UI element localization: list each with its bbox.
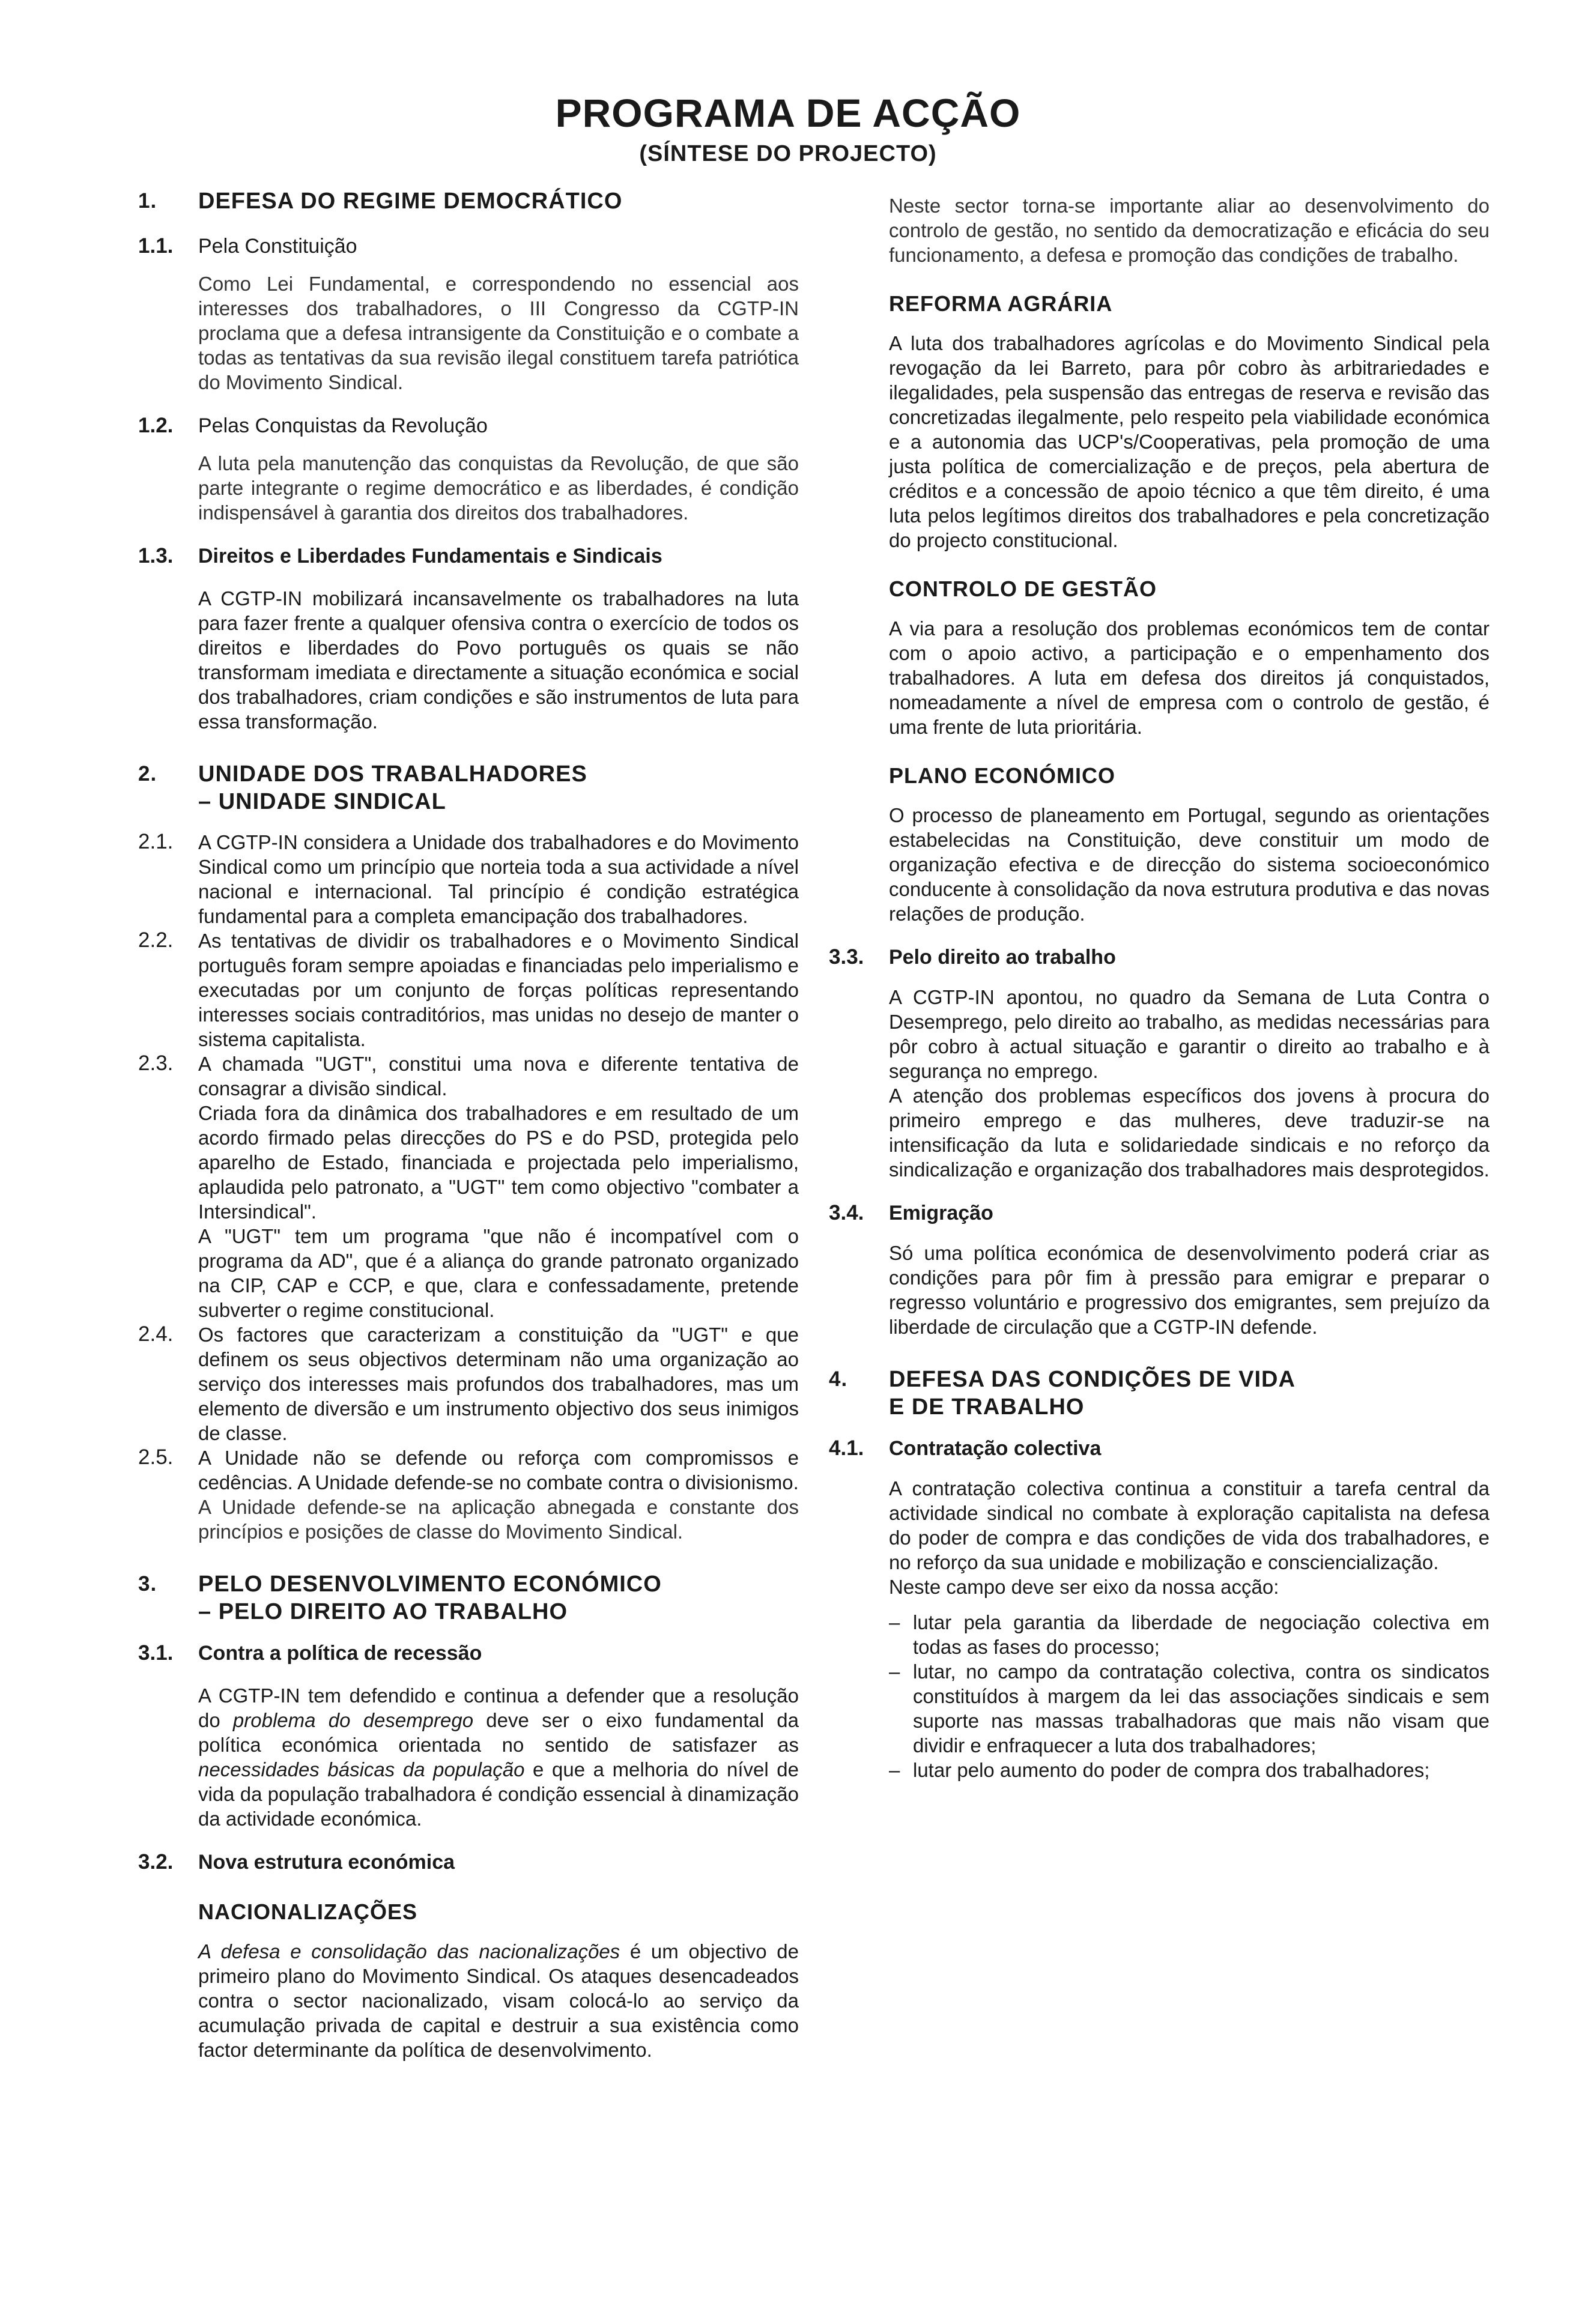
paragraph [198,1683,799,1831]
section-title: Contratação colectiva [889,1437,1102,1460]
section-number: 3.4. [829,1201,864,1224]
action-list [889,1610,1490,1782]
section-number: 1. [138,189,157,213]
paragraph: A "UGT" tem um programa "que não é incompatível com o programa da AD", que é a aliança do grande patronato organizado na CIP, CAP e CCP, e que, clara e confessadamente, pretende subverter o regime constitucional. [198,1225,799,1321]
section-3-1-heading [138,1640,799,1666]
left-column [138,180,799,2073]
section-number: 3.3. [829,945,864,969]
paragraph: As tentativas de dividir os trabalhadores e o Movimento Sindical português foram sempre apoiadas e financiadas pelo imperialismo e executadas por um conjunto de forças políticas representando interesses sociais contraditórios, mas unidas no desejo de manter o sistema capitalista. [198,930,799,1050]
emphasis-text: problema do desemprego [232,1709,474,1731]
section-3-2-heading [138,1849,799,1875]
numbered-item-2-5 [138,1445,799,1544]
section-4-1-heading [829,1435,1490,1462]
section-title: Direitos e Liberdades Fundamentais e Sindicais [198,545,662,567]
paragraph: A via para a resolução dos problemas económicos tem de contar com o apoio activo, a participação e o empenhamento dos trabalhadores. A luta em defesa dos direitos já conquistados, nomeadamente a nível de empresa com o controlo de gestão, é uma frente de luta prioritária. [889,617,1490,738]
section-number: 1.1. [138,234,174,258]
numbered-item-2-4 [138,1322,799,1445]
section-number: 4.1. [829,1436,864,1460]
section-title-line: DEFESA DAS CONDIÇÕES DE VIDA [889,1367,1296,1392]
section-title-line: PELO DESENVOLVIMENTO ECONÓMICO [198,1572,662,1597]
paragraph: Neste sector torna-se importante aliar ao desenvolvimento do controlo de gestão, no sentido da democratização e eficácia do seu funcionamento, a defesa e promoção das condições de trabalho. [889,195,1490,266]
paragraph: O processo de planeamento em Portugal, segundo as orientações estabelecidas na Constituição, deve constituir um modo de organização efectiva e de direcção do sistema socioeconómico conducente à consolidação da nova estrutura produtiva e das novas relações de produção. [889,804,1490,925]
paragraph: A atenção dos problemas específicos dos jovens à procura do primeiro emprego e das mulheres, deve traduzir-se na intensificação da luta e solidariedade sindicais e no reforço da sindicalização e organização dos trabalhadores mais desprotegidos. [889,1085,1490,1181]
section-3-heading [138,1570,799,1626]
item-number: 2.4. [138,1322,174,1346]
paragraph: Neste campo deve ser eixo da nossa acção: [889,1576,1279,1598]
section-4-heading [829,1366,1490,1421]
paragraph: A luta dos trabalhadores agrícolas e do Movimento Sindical pela revogação da lei Barreto, para pôr cobro às arbitrariedades e ilegalidades, pela suspensão das entregas de reserva e revisão das concretizadas ilegalmente, pelo respeito pela viabilidade económica e a autonomia das UCP's/Cooperativas, pela promoção de uma justa política de comercialização e de preços, pela abertura de créditos e a concessão de apoio técnico a que têm direito, é uma luta pelos legítimos direitos dos trabalhadores e pela concretização do projecto constitucional. [889,332,1490,551]
section-1-2-heading [138,413,799,439]
section-3-4-heading [829,1200,1490,1226]
section-title: Contra a política de recessão [198,1642,482,1665]
list-item: – lutar, no campo da contratação colectiva, contra os sindicatos constituídos à margem da lei das associações sindicais e sem suporte nas massas trabalhadoras que mais não visam que dividir e enfraquecer a luta dos trabalhadores; [889,1659,1490,1758]
item-number: 2.3. [138,1052,174,1075]
emphasis-text: A defesa e consolidação das nacionalizações [198,1940,620,1962]
section-number: 3.1. [138,1641,174,1665]
paragraph: Os factores que caracterizam a constituição da "UGT" e que definem os seus objectivos determinam não uma organização ao serviço dos interesses mais profundos dos trabalhadores, mas um elemento de diversão e um instrumento objectivo dos seus inimigos de classe. [198,1324,799,1444]
numbered-item-2-1 [138,830,799,928]
reforma-agraria-heading: REFORMA AGRÁRIA [889,291,1113,316]
section-1-heading [138,187,799,215]
controlo-gestao-heading: CONTROLO DE GESTÃO [889,576,1157,601]
numbered-item-2-2 [138,928,799,1052]
paragraph: Como Lei Fundamental, e correspondendo no essencial aos interesses dos trabalhadores, o III Congresso da CGTP-IN proclama que a defesa intransigente da Constituição e o combate a todas as tentativas da sua revisão ilegal constituem tarefa patriótica do Movimento Sindical. [198,273,799,393]
section-number: 1.3. [138,544,174,567]
paragraph [198,1939,799,2062]
section-title-line: E DE TRABALHO [889,1394,1085,1420]
page-title: PROGRAMA DE ACÇÃO [555,91,1021,135]
paragraph: A chamada "UGT", constitui uma nova e diferente tentativa de consagrar a divisão sindical. [198,1053,799,1100]
text-run: é um objectivo de primeiro plano do Movimento Sindical. Os ataques desencadeados contra o sector nacionalizado, visam colocá-lo ao serviço da acumulação privada de capital e destruir a sua existência como factor determinante da política de desenvolvimento. [198,1940,799,2061]
paragraph: A contratação colectiva continua a constituir a tarefa central da actividade sindical no combate à exploração capitalista na defesa do poder de compra e das condições de vida dos trabalhadores, e no reforço da sua unidade e mobilização e consciencialização. [889,1477,1490,1573]
section-3-3-heading [829,944,1490,970]
text-run: deve ser o eixo fundamental da política económica orientada no sentido de satisfazer as [198,1709,799,1756]
section-title-line: UNIDADE DOS TRABALHADORES [198,761,587,787]
item-number: 2.1. [138,830,174,853]
section-number: 2. [138,762,157,785]
section-title-line: – PELO DIREITO AO TRABALHO [198,1599,568,1624]
paragraph: A Unidade defende-se na aplicação abnegada e constante dos princípios e posições de classe do Movimento Sindical. [198,1496,799,1543]
paragraph: A Unidade não se defende ou reforça com compromissos e cedências. A Unidade defende-se no combate contra o divisionismo. [198,1447,799,1493]
section-title: Pelo direito ao trabalho [889,946,1116,969]
item-number: 2.2. [138,928,174,952]
paragraph: A CGTP-IN mobilizará incansavelmente os trabalhadores na luta para fazer frente a qualquer ofensiva contra o exercício de todos os direitos e liberdades do Povo português os quais se não transformam imediata e directamente a situação económica e social dos trabalhadores, criam condições e são instrumentos de luta para essa transformação. [198,587,799,733]
text-run: A CGTP-IN tem defendido e continua a defender que a resolução do [198,1684,799,1731]
emphasis-text: necessidades básicas da população [198,1758,525,1781]
list-item: – lutar pela garantia da liberdade de negociação colectiva em todas as fases do processo; [889,1610,1490,1659]
section-title: Pela Constituição [198,235,357,258]
paragraph: A CGTP-IN considera a Unidade dos trabalhadores e do Movimento Sindical como um princípio que norteia toda a sua actividade a nível nacional e internacional. Tal princípio é condição estratégica fundamental para a completa emancipação dos trabalhadores. [198,831,799,927]
paragraph: A luta pela manutenção das conquistas da Revolução, de que são parte integrante o regime democrático e as liberdades, é condição indispensável à garantia dos direitos dos trabalhadores. [198,452,799,524]
text-run: e que a melhoria do nível de vida da população trabalhadora é condição essencial à dinamização da actividade económica. [198,1758,799,1830]
section-number: 3.2. [138,1850,174,1874]
paragraph: Só uma política económica de desenvolvimento poderá criar as condições para pôr fim à pressão para emigrar e preparar o regresso voluntário e progressivo dos emigrantes, sem prejuízo da liberdade de circulação que a CGTP-IN defende. [889,1242,1490,1338]
section-1-3-heading [138,543,799,569]
section-2-heading [138,760,799,816]
numbered-item-2-3 [138,1052,799,1322]
section-title: Emigração [889,1202,993,1224]
plano-economico-heading: PLANO ECONÓMICO [889,763,1116,788]
page-subtitle: (SÍNTESE DO PROJECTO) [639,141,937,166]
section-number: 4. [829,1367,848,1391]
section-title: DEFESA DO REGIME DEMOCRÁTICO [198,189,623,214]
section-title: Nova estrutura económica [198,1851,455,1874]
nacionalizacoes-heading: NACIONALIZAÇÕES [198,1899,417,1924]
section-title: Pelas Conquistas da Revolução [198,414,488,437]
section-number: 3. [138,1572,157,1596]
paragraph: A CGTP-IN apontou, no quadro da Semana de Luta Contra o Desemprego, pelo direito ao trabalho, as medidas necessárias para pôr cobro à actual situação e garantir o direito ao trabalho e à segurança no emprego. [889,986,1490,1082]
list-item: – lutar pelo aumento do poder de compra dos trabalhadores; [889,1758,1490,1782]
section-1-1-heading [138,233,799,259]
paragraph: Criada fora da dinâmica dos trabalhadores e em resultado de um acordo firmado pelas direcções do PS e do PSD, protegida pelo aparelho de Estado, financiada e projectada pelo imperialismo, aplaudida pelo patronato, a "UGT" tem como objectivo "combater a Intersindical". [198,1102,799,1223]
section-title-line: – UNIDADE SINDICAL [198,789,446,814]
right-column [829,180,1490,1782]
section-number: 1.2. [138,414,174,437]
item-number: 2.5. [138,1445,174,1469]
